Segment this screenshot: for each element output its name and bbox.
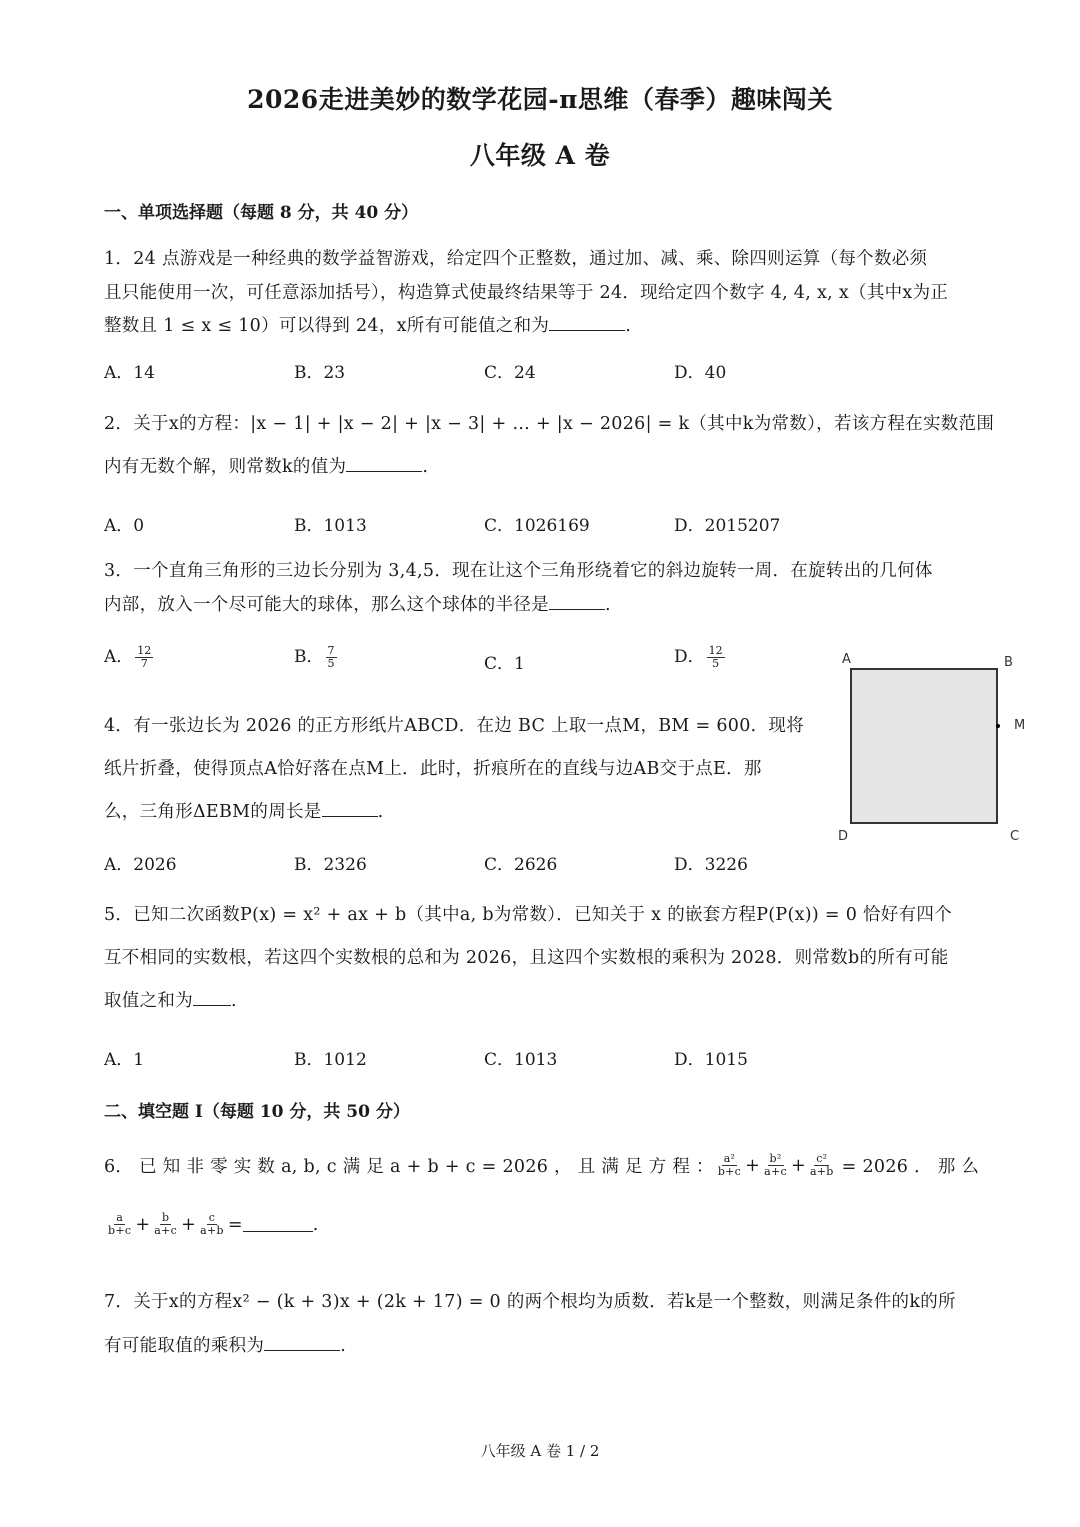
q6-line-2	[104, 1212, 319, 1237]
q1-line-3	[104, 312, 631, 337]
q5-option-d[interactable]: D．1015	[674, 1050, 748, 1070]
q6-frac-a	[106, 1212, 133, 1237]
q6-g1-num: a	[116, 1211, 124, 1224]
q6-g3-num: c	[208, 1211, 216, 1224]
q4-line-1: 4．有一张边长为 2026 的正方形纸片ABCD．在边 BC 上取一点M，BM = 600．现将	[104, 716, 805, 736]
q6-g2-num: b	[162, 1211, 170, 1224]
point-m-dot	[996, 724, 1000, 728]
q6-line-1	[104, 1153, 979, 1178]
q6-plus-1: +	[745, 1155, 761, 1176]
q3-option-d[interactable]	[674, 642, 727, 670]
q6-plus-2: +	[790, 1155, 806, 1176]
q1-end-mark: .	[625, 316, 632, 336]
q5-end-mark: .	[231, 991, 237, 1011]
q2-option-b[interactable]: B．1013	[294, 516, 367, 536]
q3-option-d-fraction	[707, 645, 725, 670]
q2-line-1: 2．关于x的方程：|x − 1| + |x − 2| + |x − 3| + … + |x − 2026| = k（其中k为常数），若该方程在实数范围	[104, 414, 995, 434]
figure-label-b: B	[1004, 655, 1013, 670]
q3-option-a-label: A．	[104, 647, 134, 667]
q3-option-a-fraction	[135, 645, 153, 670]
q7-line-2-text: 有可能取值的乘积为	[104, 1336, 265, 1356]
q3-a-numerator: 12	[137, 644, 152, 657]
section-2-heading: 二、填空题 I（每题 10 分，共 50 分）	[104, 1102, 410, 1122]
q5-option-b[interactable]: B．1012	[294, 1050, 367, 1070]
q6-frac-b2	[762, 1153, 789, 1178]
q1-option-b[interactable]: B．23	[294, 363, 346, 383]
q3-d-denominator: 5	[712, 657, 720, 670]
q7-end-mark: .	[340, 1336, 347, 1356]
q6-part-2: = 2026 ． 那 么	[841, 1157, 980, 1177]
q6-equals: =	[227, 1214, 243, 1235]
q4-option-c[interactable]: C．2626	[484, 855, 558, 875]
q4-option-b[interactable]: B．2326	[294, 855, 367, 875]
exam-title: 2026走进美妙的数学花园-π思维（春季）趣味闯关	[247, 85, 833, 114]
q6-plus-4: +	[181, 1214, 197, 1235]
q6-f3-den: a+b	[809, 1165, 834, 1178]
q7-answer-blank[interactable]	[264, 1336, 340, 1351]
exam-subtitle: 八年级 A 卷	[469, 141, 611, 170]
q6-answer-blank[interactable]	[243, 1217, 313, 1232]
q2-line-2-text: 内有无数个解，则常数k的值为	[104, 457, 347, 477]
q3-a-denominator: 7	[140, 657, 148, 670]
q4-option-a[interactable]: A．2026	[104, 855, 177, 875]
q4-line-2: 纸片折叠，使得顶点A恰好落在点M上．此时，折痕所在的直线与边AB交于点E．那	[104, 759, 762, 779]
q3-option-a[interactable]	[104, 642, 155, 670]
q4-end-mark: .	[377, 802, 384, 822]
figure-label-d: D	[838, 829, 849, 844]
q1-option-d[interactable]: D．40	[674, 363, 727, 383]
figure-label-c: C	[1010, 829, 1020, 844]
q2-option-a[interactable]: A．0	[104, 516, 145, 536]
q3-d-numerator: 12	[708, 644, 723, 657]
q5-option-c[interactable]: C．1013	[484, 1050, 558, 1070]
q6-plus-3: +	[135, 1214, 151, 1235]
q2-option-c[interactable]: C．1026169	[484, 516, 590, 536]
square-abcd-figure	[850, 668, 998, 824]
page-footer: 八年级 A 卷 1 / 2	[480, 1442, 600, 1460]
q5-line-1: 5．已知二次函数P(x) = x² + ax + b（其中a, b为常数）．已知关于 x 的嵌套方程P(P(x)) = 0 恰好有四个	[104, 905, 953, 925]
q3-line-2	[104, 591, 611, 616]
q3-option-b[interactable]	[294, 642, 339, 670]
q3-b-numerator: 7	[327, 644, 335, 657]
q6-f2-num: b²	[769, 1152, 782, 1165]
q6-frac-c2	[808, 1153, 836, 1178]
q5-option-a[interactable]: A．1	[104, 1050, 145, 1070]
q6-f1-num: a²	[723, 1152, 736, 1165]
q6-part-1: 6． 已 知 非 零 实 数 a, b, c 满 足 a + b + c = 2026 ， 且 满 足 方 程 ：	[104, 1157, 714, 1177]
q3-line-1: 3．一个直角三角形的三边长分别为 3,4,5．现在让这个三角形绕着它的斜边旋转一周．在旋转出的几何体	[104, 561, 933, 581]
q3-end-mark: .	[605, 595, 611, 615]
q7-line-2	[104, 1332, 346, 1357]
q5-line-2: 互不相同的实数根，若这四个实数根的总和为 2026，且这四个实数根的乘积为 2028．则常数b的所有可能	[104, 948, 949, 968]
q1-option-c[interactable]: C．24	[484, 363, 536, 383]
q3-option-c[interactable]: C．1	[484, 654, 525, 674]
q2-answer-blank[interactable]	[346, 457, 422, 472]
q3-option-b-fraction	[326, 645, 337, 670]
q6-f1-den: b+c	[717, 1165, 742, 1178]
q6-frac-a2	[716, 1153, 743, 1178]
q6-g3-den: a+b	[200, 1224, 224, 1237]
q1-answer-blank[interactable]	[549, 316, 625, 331]
q6-g2-den: a+c	[154, 1224, 178, 1237]
q4-line-3	[104, 798, 383, 823]
q6-f2-den: a+c	[764, 1165, 787, 1178]
q2-end-mark: .	[422, 457, 429, 477]
q6-f3-num: c²	[816, 1152, 828, 1165]
q1-line-3-text: 整数且 1 ≤ x ≤ 10）可以得到 24，x所有可能值之和为	[104, 316, 550, 336]
q3-b-denominator: 5	[327, 657, 335, 670]
q5-line-3-text: 取值之和为	[104, 991, 193, 1011]
q6-frac-c	[198, 1212, 226, 1237]
figure-label-m: M	[1014, 718, 1026, 733]
q4-option-d[interactable]: D．3226	[674, 855, 748, 875]
q2-option-d[interactable]: D．2015207	[674, 516, 781, 536]
q3-line-2-text: 内部，放入一个尽可能大的球体，那么这个球体的半径是	[104, 595, 549, 615]
q6-frac-b	[152, 1212, 179, 1237]
figure-label-a: A	[842, 652, 851, 667]
q6-end-mark: .	[312, 1214, 319, 1235]
q4-answer-blank[interactable]	[322, 802, 378, 817]
section-1-heading: 一、单项选择题（每题 8 分，共 40 分）	[104, 203, 419, 223]
q1-line-2: 且只能使用一次，可任意添加括号），构造算式使最终结果等于 24．现给定四个数字 4, 4, x, x（其中x为正	[104, 283, 949, 303]
q1-line-1: 1．24 点游戏是一种经典的数学益智游戏，给定四个正整数，通过加、减、乘、除四则运算（每个数必须	[104, 249, 928, 269]
q1-option-a[interactable]: A．14	[104, 363, 155, 383]
q3-answer-blank[interactable]	[549, 595, 605, 610]
q5-answer-blank[interactable]	[193, 991, 231, 1006]
q7-line-1: 7．关于x的方程x² − (k + 3)x + (2k + 17) = 0 的两个根均为质数．若k是一个整数，则满足条件的k的所	[104, 1292, 956, 1312]
q3-option-d-label: D．	[674, 647, 705, 667]
q6-g1-den: b+c	[108, 1224, 132, 1237]
q4-line-3-text: 么，三角形ΔEBM的周长是	[104, 802, 322, 822]
q3-option-b-label: B．	[294, 647, 324, 667]
q2-line-2	[104, 453, 428, 478]
q5-line-3	[104, 987, 237, 1012]
